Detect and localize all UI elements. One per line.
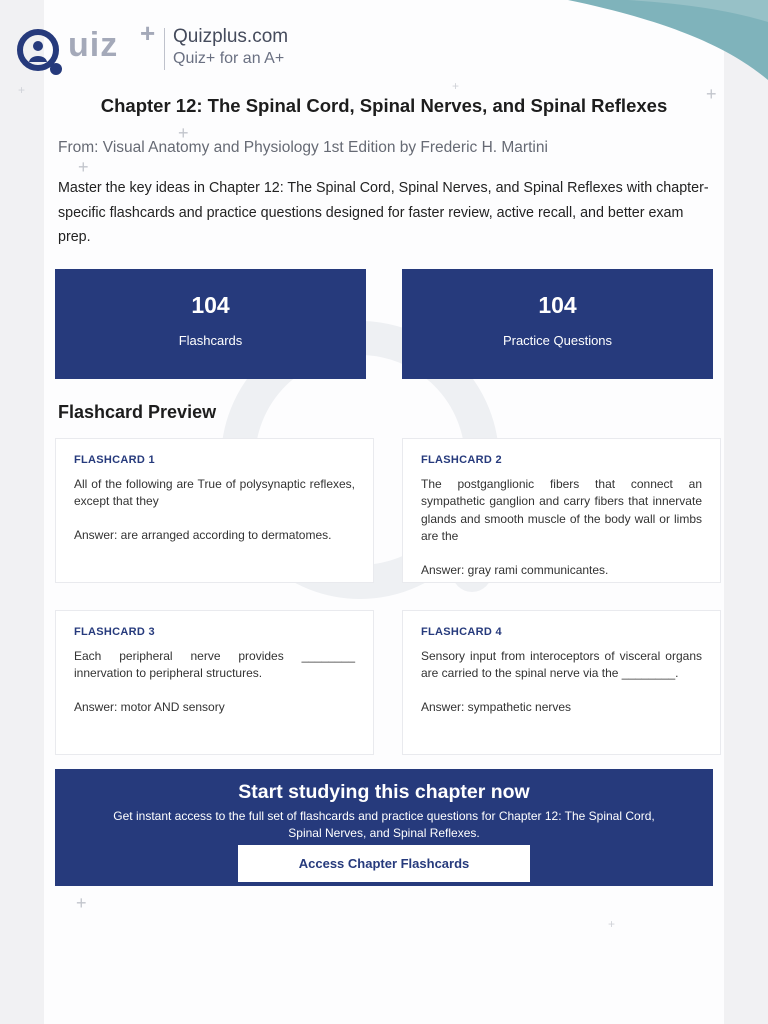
- site-logo[interactable]: [16, 18, 316, 76]
- access-flashcards-button[interactable]: Access Chapter Flashcards: [238, 845, 530, 882]
- decor-plus-icon: +: [76, 893, 87, 913]
- flashcard-answer: Answer: motor AND sensory: [74, 699, 225, 714]
- logo-q-icon: [16, 28, 68, 76]
- decor-plus-icon: +: [178, 123, 189, 143]
- cta-subtext: Get instant access to the full set of flashcards and practice questions for Chapter 12: The Spinal Cord, Spinal Nerves, and Spinal Reflexes.: [113, 809, 655, 840]
- left-margin: [0, 0, 44, 1024]
- decor-plus-icon: +: [78, 157, 89, 177]
- flashcard-question: The postganglionic fibers that connect an sympathetic ganglion and carry fibers that innervate glands and smooth muscle of the body wall or limbs are the: [421, 477, 702, 544]
- logo-wordmark: uiz: [68, 26, 119, 64]
- right-margin: [724, 0, 768, 1024]
- site-tagline: Quiz+ for an A+: [173, 50, 285, 67]
- flashcard-answer: Answer: sympathetic nerves: [421, 699, 572, 714]
- source-line: From: Visual Anatomy and Physiology 1st Edition by Frederic H. Martini: [58, 139, 548, 156]
- stat-flashcards[interactable]: [55, 269, 366, 379]
- decor-plus-icon: +: [706, 84, 717, 104]
- flashcard-answer: Answer: gray rami communicantes.: [421, 562, 609, 577]
- flashcard-question: Sensory input from interoceptors of visceral organs are carried to the spinal nerve via the ________.: [421, 649, 702, 681]
- logo-divider: [164, 28, 165, 70]
- cta-heading: Start studying this chapter now: [238, 781, 530, 803]
- page-title: Chapter 12: The Spinal Cord, Spinal Nerves, and Spinal Reflexes: [100, 95, 668, 116]
- stat-label: Flashcards: [178, 333, 243, 348]
- stat-practice-questions[interactable]: [402, 269, 713, 379]
- decor-plus-icon: +: [608, 917, 616, 931]
- flashcard-2[interactable]: [402, 438, 721, 583]
- flashcard-heading: FLASHCARD 1: [74, 454, 155, 466]
- corner-decoration: [568, 0, 768, 80]
- intro-text: Master the key ideas in Chapter 12: The Spinal Cord, Spinal Nerves, and Spinal Reflexes with chapter-specific flashcards and practice questions designed for faster review, active recall, and better exam prep.: [58, 180, 709, 245]
- flashcard-heading: FLASHCARD 3: [74, 626, 155, 638]
- site-name: Quizplus.com: [173, 26, 289, 47]
- decor-plus-icon: +: [452, 79, 460, 93]
- stat-value: 104: [538, 292, 577, 318]
- flashcard-1[interactable]: [55, 438, 374, 583]
- logo-plus-mark: +: [140, 18, 156, 48]
- flashcard-heading: FLASHCARD 4: [421, 626, 502, 638]
- stat-label: Practice Questions: [502, 333, 613, 348]
- flashcard-heading: FLASHCARD 2: [421, 454, 502, 466]
- stat-value: 104: [191, 292, 230, 318]
- flashcard-question: All of the following are True of polysynaptic reflexes, except that they: [74, 477, 355, 509]
- flashcard-3[interactable]: [55, 610, 374, 755]
- decor-plus-icon: +: [18, 83, 26, 97]
- flashcard-preview-heading: Flashcard Preview: [58, 402, 217, 422]
- cta-banner: [55, 769, 713, 886]
- flashcard-4[interactable]: [402, 610, 721, 755]
- flashcard-answer: Answer: are arranged according to dermatomes.: [74, 527, 332, 542]
- flashcard-question: Each peripheral nerve provides ________ innervation to peripheral structures.: [74, 649, 355, 681]
